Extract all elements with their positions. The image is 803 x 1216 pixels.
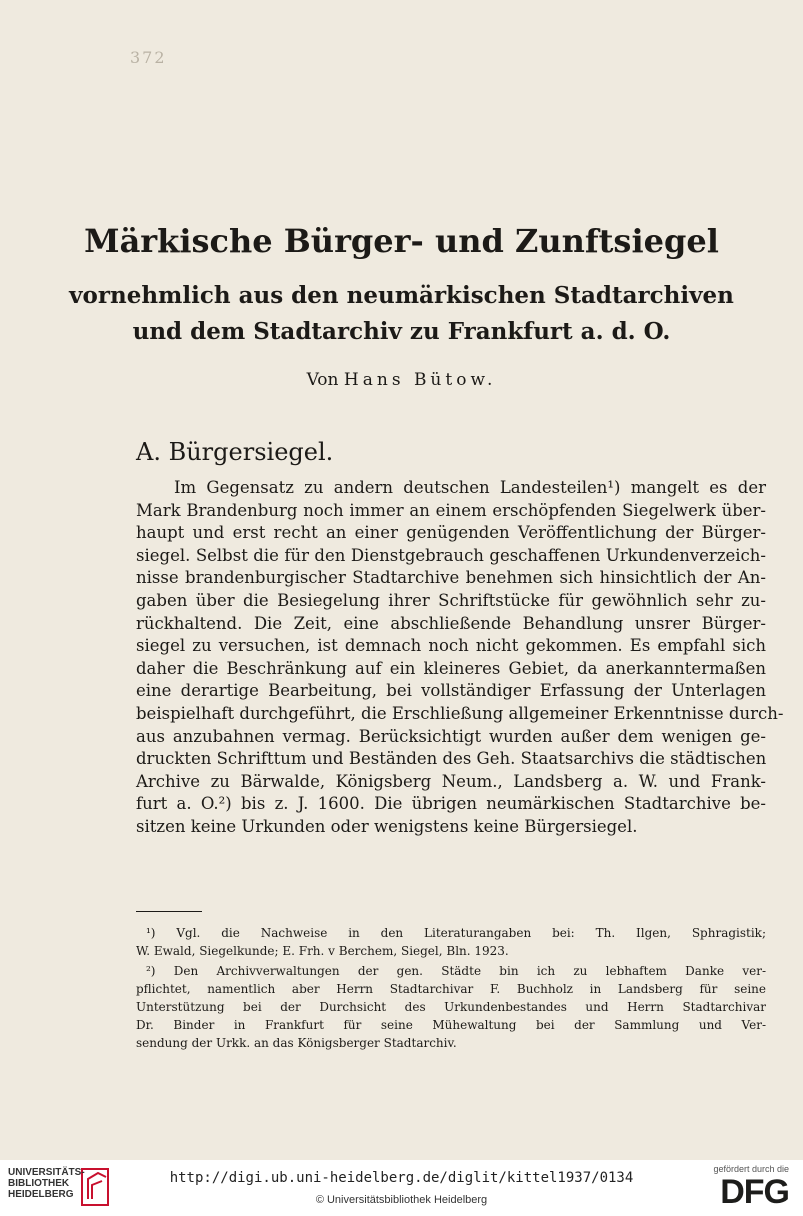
- title-sub-line2: und dem Stadtarchiv zu Frankfurt a. d. O.: [132, 318, 671, 345]
- footnote-line: Unterstützung bei der Durchsicht des Urkundenbestandes und Herrn Stadtarchivar: [136, 1000, 766, 1014]
- body-line: siegel zu versuchen, ist demnach noch nicht gekommen. Es empfahl sich: [136, 636, 766, 656]
- body-line: haupt und erst recht an einer genügenden Veröffentlichung der Bürger-: [136, 523, 766, 543]
- body-line: rückhaltend. Die Zeit, eine abschließende Behandlung unsrer Bürger-: [136, 613, 766, 633]
- copyright-notice: © Universitätsbibliothek Heidelberg: [315, 1194, 488, 1206]
- body-line: eine derartige Bearbeitung, bei vollständiger Erfassung der Unterlagen: [136, 681, 766, 701]
- body-line: sitzen keine Urkunden oder wenigstens keine Bürgersiegel.: [136, 817, 638, 836]
- page-number: 372: [130, 48, 167, 67]
- title-main: Märkische Bürger- und Zunftsiegel: [84, 222, 719, 260]
- body-line: Archive zu Bärwalde, Königsberg Neum., Landsberg a. W. und Frank-: [136, 771, 766, 791]
- body-line: druckten Schrifttum und Beständen des Geh. Staatsarchivs die städtischen: [136, 749, 767, 769]
- footnote-line: sendung der Urkk. an das Königsberger Stadtarchiv.: [136, 1036, 457, 1050]
- title-sub-line1: vornehmlich aus den neumärkischen Stadtarchiven: [69, 282, 734, 309]
- dfg-logo[interactable]: DFG: [720, 1173, 789, 1211]
- permalink-url[interactable]: http://digi.ub.uni-heidelberg.de/diglit/kittel1937/0134: [169, 1170, 634, 1186]
- body-line: Mark Brandenburg noch immer an einem erschöpfenden Siegelwerk über-: [136, 500, 766, 520]
- footnote-divider: [136, 911, 202, 912]
- footnote-line: Dr. Binder in Frankfurt für seine Mühewaltung bei der Sammlung und Ver-: [136, 1018, 766, 1032]
- body-line: gaben über die Besiegelung ihrer Schriftstücke für gewöhnlich sehr zu-: [136, 591, 766, 610]
- dfg-caption: gefördert durch die: [713, 1164, 789, 1174]
- body-line: nisse brandenburgischer Stadtarchive benehmen sich hinsichtlich der An-: [136, 568, 766, 588]
- body-line: aus anzubahnen vermag. Berücksichtigt wurden außer dem wenigen ge-: [136, 726, 766, 746]
- footnote-line: ²) Den Archivverwaltungen der gen. Städte bin ich zu lebhaftem Danke ver-: [146, 964, 766, 978]
- author-name: Hans Bütow.: [343, 370, 497, 390]
- author-prefix: Von: [306, 370, 339, 390]
- section-heading: A. Bürgersiegel.: [136, 438, 334, 466]
- body-line: siegel. Selbst die für den Dienstgebrauch geschaffenen Urkundenverzeich-: [136, 545, 766, 565]
- body-line: Im Gegensatz zu andern deutschen Landesteilen¹) mangelt es der: [174, 478, 766, 497]
- footnote-line: W. Ewald, Siegelkunde; E. Frh. v Berchem, Siegel, Bln. 1923.: [136, 944, 509, 958]
- body-line: furt a. O.²) bis z. J. 1600. Die übrigen neumärkischen Stadtarchive be-: [136, 794, 766, 814]
- body-line: daher die Beschränkung auf ein kleineres Gebiet, da anerkanntermaßen: [136, 658, 766, 678]
- viewer-footer: [0, 1160, 803, 1216]
- body-line: beispielhaft durchgeführt, die Erschließung allgemeiner Erkenntnisse durch-: [136, 704, 784, 723]
- author-line: [0, 370, 803, 390]
- footnote-line: pflichtet, namentlich aber Herrn Stadtarchivar F. Buchholz in Landsberg für seine: [136, 982, 766, 996]
- library-name: UNIVERSITÄTS- BIBLIOTHEK HEIDELBERG: [8, 1167, 85, 1200]
- footnote-line: ¹) Vgl. die Nachweise in den Literaturangaben bei: Th. Ilgen, Sphragistik;: [146, 926, 766, 940]
